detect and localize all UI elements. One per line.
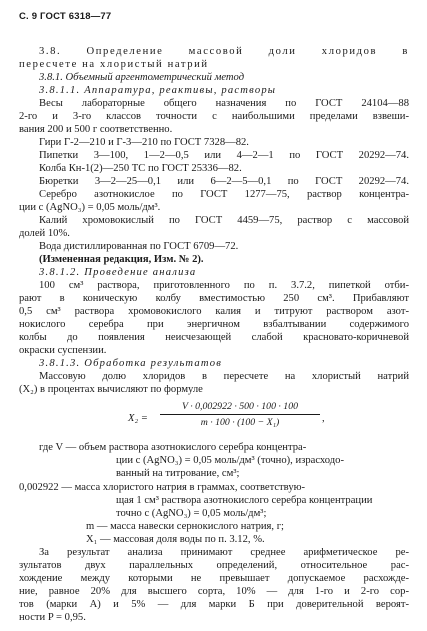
equip-line-9: ции с (AgNO₃) = 0,05 моль/дм³. (19, 202, 161, 213)
equipment-title: 3.8.1.1. Аппаратура, реактивы, растворы (39, 85, 277, 96)
final-line-5: тов (марки А) и 5% — для марки Б при доверительной вероят- (19, 599, 409, 610)
equip-line-10: Калий хромовокислый по ГОСТ 4459—75, раствор с массовой (39, 215, 409, 226)
equip-line-1: Весы лабораторные общего назначения по ГОСТ 24104—88 (39, 98, 409, 109)
where-line-8: X₁ — массовая доля воды по п. 3.12, %. (86, 534, 265, 545)
where-line-4: 0,002922 — масса хлористого натрия в граммах, соответствую- (19, 482, 306, 493)
where-line-1: где V — объем раствора азотнокислого серебра концентра- (39, 442, 307, 453)
results-title: 3.8.1.3. Обработка результатов (39, 358, 223, 369)
section-title-line-2: пересчете на хлористый натрий (19, 59, 209, 70)
formula-tail: , (322, 413, 325, 424)
final-line-4: ние, равное 20% для высшего сорта, 10% — для 1-го и 2-го сор- (19, 586, 409, 597)
where-line-6: точно с (AgNO₃) = 0,05 моль/дм³; (116, 508, 267, 519)
equip-line-12: Вода дистиллированная по ГОСТ 6709—72. (39, 241, 239, 252)
analysis-line-6: окраски суспензии. (19, 345, 107, 356)
analysis-line-2: рают в коническую колбу вместимостью 250 см³. Прибавляют (19, 293, 409, 304)
formula-numerator: V · 0,002922 · 500 · 100 · 100 (181, 401, 299, 412)
section-title-line-1: 3.8. Определение массовой доли хлоридов в (39, 46, 409, 57)
fraction-bar (160, 414, 320, 415)
equip-line-5: Пипетки 3—100, 1—2—0,5 или 4—2—1 по ГОСТ 20292—74. (39, 150, 409, 161)
equip-line-7: Бюретки 3—2—25—0,1 или 6—2—5—0,1 по ГОСТ 20292—74. (39, 176, 409, 187)
formula-denominator: m · 100 · (100 − X₁) (200, 417, 280, 428)
analysis-line-3: 0,5 см³ раствора хромовокислого калия и титруют раствором азот- (19, 306, 409, 317)
page-header: С. 9 ГОСТ 6318—77 (19, 11, 112, 22)
analysis-line-4: нокислого серебра при энергичном взбалтывании содержимого (19, 319, 409, 330)
equip-line-2: 2-го и 3-го классов точности с наибольшими пределами взвеши- (19, 111, 409, 122)
equip-line-8: Серебро азотнокислое по ГОСТ 1277—75, раствор концентра- (39, 189, 409, 200)
final-line-6: ности P = 0,95. (19, 612, 86, 623)
final-line-3: хождение между которыми не превышает допускаемое расхожде- (19, 573, 409, 584)
where-line-2: ции с (AgNO₃) = 0,05 моль/дм³ (точно), израсходо- (116, 455, 344, 466)
results-line-2: (X₂) в процентах вычисляют по формуле (19, 384, 203, 395)
final-line-2: зультатов двух параллельных определений, относительное рас- (19, 560, 409, 571)
results-line-1: Массовую долю хлоридов в пересчете на хлористый натрий (39, 371, 409, 382)
analysis-line-1: 100 см³ раствора, приготовленного по п. 3.7.2, пипеткой отби- (39, 280, 409, 291)
analysis-title: 3.8.1.2. Проведение анализа (39, 267, 197, 278)
analysis-line-5: колбы до появления неисчезающей слабой красновато-коричневой (19, 332, 409, 343)
equip-line-3: вания 200 и 500 г соответственно. (19, 124, 173, 135)
where-line-7: m — масса навески сернокислого натрия, г; (86, 521, 284, 532)
equip-line-6: Колба Кн-1(2)—250 ТС по ГОСТ 25336—82. (39, 163, 242, 174)
equip-line-11: долей 10%. (19, 228, 70, 239)
where-line-3: ванный на титрование, см³; (116, 468, 240, 479)
method-title: 3.8.1. Объемный аргентометрический метод (39, 72, 245, 83)
equip-line-4: Гири Г-2—210 и Г-3—210 по ГОСТ 7328—82. (39, 137, 249, 148)
formula-lhs: X₂ = (128, 413, 148, 424)
where-line-5: щая 1 см³ раствора азотнокислого серебра концентрации (116, 495, 373, 506)
amendment-note-1: (Измененная редакция, Изм. № 2). (39, 254, 204, 265)
final-line-1: За результат анализа принимают среднее арифметическое ре- (39, 547, 409, 558)
